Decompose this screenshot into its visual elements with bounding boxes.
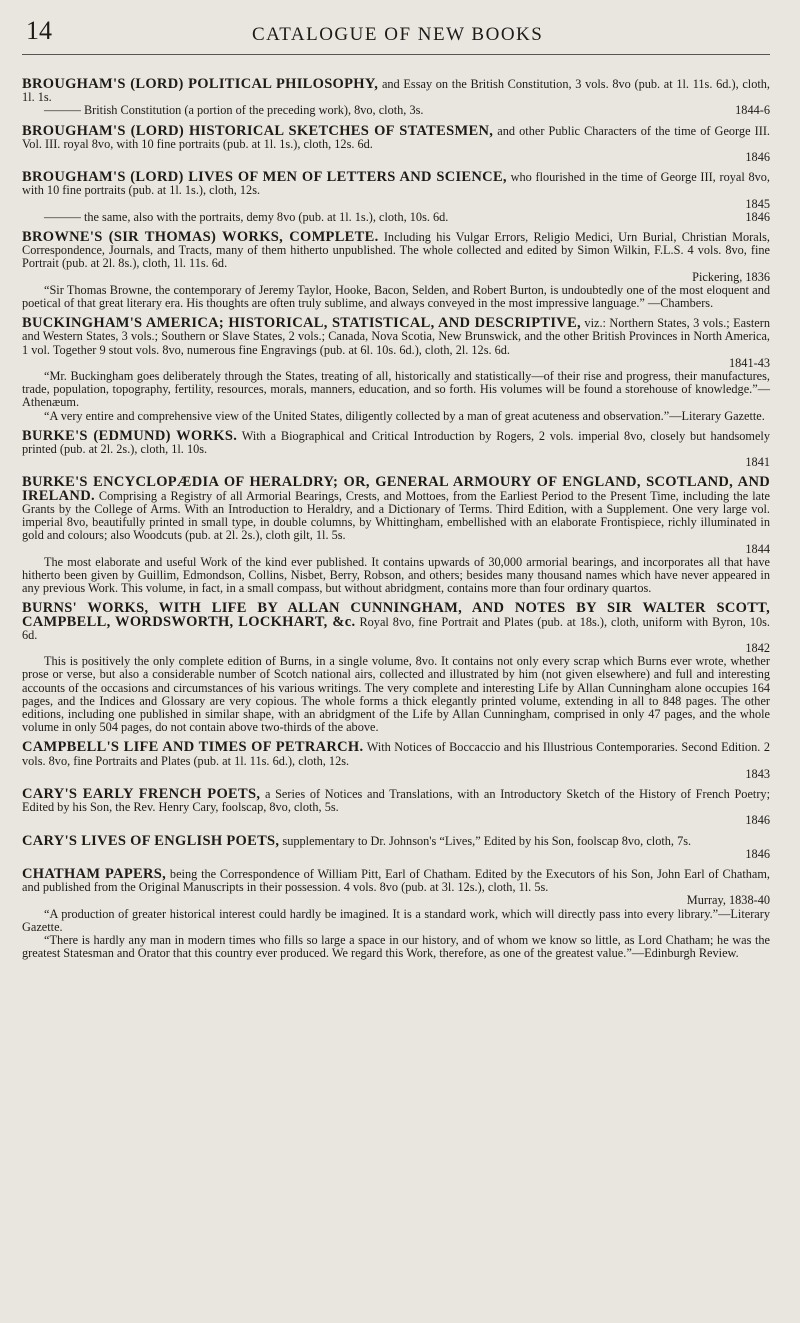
catalogue-entry bbox=[22, 476, 770, 595]
entry-subentry: ——— British Constitution (a portion of the preceding work), 8vo, cloth, 3s. bbox=[44, 103, 424, 118]
entry-description: a Series of Notices and Translations, with an Introductory Sketch of the History of French Poetry; Edited by his Son, the Rev. Henry Cary, foolscap, 8vo, cloth, 5s. bbox=[22, 786, 770, 815]
entry-description: supplementary to Dr. Johnson's “Lives,” Edited by his Son, foolscap 8vo, cloth, 7s. bbox=[282, 833, 692, 848]
entry-quote: The most elaborate and useful Work of the kind ever published. It contains upwards of 30,000 armorial bearings, and incorporates all that have hitherto been given by Guillim, Edmondson, Collins, Nisbet, Berry, Robson, and others; besides many thousand names which have never appeared in any previous Work. This volume, in fact, in a small compass, but without abridgment, contains more than four ordinary quartos. bbox=[22, 554, 770, 596]
entry-headword: CARY'S EARLY FRENCH POETS, bbox=[22, 785, 261, 802]
entry-quote: “There is hardly any man in modern times who fills so large a space in our history, and of whom we know so little, as Lord Chatham; he was the greatest Statesman and Orator that this country ever produced. We regard this Work, therefore, as one of the greatest value.”—Edinburgh Review. bbox=[22, 932, 770, 961]
entry-quote: “A production of greater historical interest could hardly be imagined. It is a standard work, which will directly pass into every library.”—Literary Gazette. bbox=[22, 906, 770, 934]
catalogue-entry bbox=[22, 785, 770, 828]
catalogue-entry bbox=[22, 427, 770, 470]
entry-quote: “A very entire and comprehensive view of the United States, diligently collected by a man of great acuteness and observation.”—Literary Gazette. bbox=[44, 408, 765, 423]
page-number: 14 bbox=[26, 16, 52, 45]
entry-description: With Notices of Boccaccio and his Illustrious Contemporaries. Second Edition. 2 vols. 8vo, fine Portraits and Plates (pub. at 1l. 11s. 6d.), cloth, 12s. bbox=[22, 740, 770, 768]
entry-headword: BURKE'S ENCYCLOPÆDIA OF HERALDRY; OR, GENERAL ARMOURY OF ENGLAND, SCOTLAND, AND IRELAND. bbox=[22, 474, 770, 504]
entry-description: viz.: Northern States, 3 vols.; Eastern and Western States, 3 vols.; Southern or Slave States, 2 vols.; Canada, Nova Scotia, New Brunswick, and the other British Provinces in North America, 1 vol. Together 9 stout vols. 8vo, numerous fine Engravings (pub. at 6l. 10s. 6d.), cloth, 2l. 12s. 6d. bbox=[22, 316, 771, 357]
entry-description: and other Public Characters of the time of George III. Vol. III. royal 8vo, with 10 fine portraits (pub. at 1l. 1s.), cloth, 12s. 6d. bbox=[22, 123, 770, 151]
running-title: CATALOGUE OF NEW BOOKS bbox=[252, 24, 544, 45]
entry-year: 1846 bbox=[745, 846, 770, 861]
entry-description: Comprising a Registry of all Armorial Bearings, Crests, and Mottoes, from the Earliest Period to the Present Time, including the late Grants by the College of Arms. With an Introduction to Heraldry, and a Dictionary of Terms. Third Edition, with a Supplement. One very large vol. imperial 8vo, beautifully printed in small type, in double columns, by Whittingham, embellished with an elaborate Frontispiece, richly illuminated in gold and colours; also Woodcuts (pub. at 2l. 2s.), cloth gilt, 1l. 5s. bbox=[22, 488, 770, 543]
entry-year: 1846 bbox=[745, 209, 770, 224]
catalogue-body bbox=[22, 78, 770, 960]
entry-description: Including his Vulgar Errors, Religio Medici, Urn Burial, Christian Morals, Correspondence, Journals, and Tracts, many of them hitherto unpublished. The whole collected and edited by Simon Wilkin, F.L.S. 4 vols. 8vo, fine Portrait (pub. at 2l. 8s.), cloth, 1l. 11s. 6d. bbox=[22, 230, 770, 271]
entry-headword: BROWNE'S (SIR THOMAS) WORKS, COMPLETE. bbox=[22, 229, 379, 246]
catalogue-entry bbox=[22, 602, 770, 734]
entry-description: who flourished in the time of George III, royal 8vo, with 10 fine portraits (pub. at 1l. 1s.), cloth, 12s. bbox=[22, 170, 770, 198]
entry-description: With a Biographical and Critical Introduction by Rogers, 2 vols. imperial 8vo, closely but handsomely printed (pub. at 2l. 2s.), cloth, 1l. 10s. bbox=[22, 428, 770, 457]
page-header bbox=[22, 10, 770, 50]
entry-headword: BURNS' WORKS, WITH LIFE BY ALLAN CUNNINGHAM, AND NOTES BY SIR WALTER SCOTT, CAMPBELL, WORDSWORTH, LOCKHART, &c. bbox=[22, 600, 770, 630]
catalogue-entry bbox=[22, 78, 770, 118]
entry-headword: CAMPBELL'S LIFE AND TIMES OF PETRARCH. bbox=[22, 739, 364, 756]
entry-year: 1845 bbox=[745, 196, 770, 211]
entry-quote: This is positively the only complete edition of Burns, in a single volume, 8vo. It contains not only every scrap which Burns ever wrote, whether prose or verse, but also a considerable number of Scotch national airs, collected and illustrated by him (not given elsewhere) and full and interesting accounts of the occasions and circumstances of his various writings. The very complete and interesting Life by Allan Cunningham alone occupies 164 pages, and the Indices and Glossary are very copious. The whole forms a thick elegantly printed volume, extending in all to 848 pages. The other editions, including one published in similar shape, with an abridgment of the Life by Allan Cunningham, comprised in only 47 pages, and the whole volume in only 504 pages, do not contain above two-thirds of the above. bbox=[22, 654, 770, 735]
entry-description: and Essay on the British Constitution, 3 vols. 8vo (pub. at 1l. 11s. 6d.), cloth, 1l. 1s. bbox=[22, 77, 770, 105]
entry-year: 1841 bbox=[745, 455, 770, 470]
entry-year: 1846 bbox=[745, 150, 770, 165]
catalogue-entry bbox=[22, 122, 770, 165]
catalogue-entry bbox=[22, 231, 770, 310]
entry-headword: BROUGHAM'S (LORD) POLITICAL PHILOSOPHY, bbox=[22, 76, 379, 92]
entry-year: 1846 bbox=[745, 813, 770, 828]
catalogue-entry bbox=[22, 741, 770, 781]
entry-year: Murray, 1838-40 bbox=[686, 893, 770, 908]
entry-year: 1844-6 bbox=[735, 103, 770, 118]
entry-year: Pickering, 1836 bbox=[692, 269, 770, 284]
entry-headword: BROUGHAM'S (LORD) LIVES OF MEN OF LETTERS AND SCIENCE, bbox=[22, 169, 507, 186]
catalogue-entry bbox=[22, 832, 770, 861]
entry-headword: BROUGHAM'S (LORD) HISTORICAL SKETCHES OF STATESMEN, bbox=[22, 122, 494, 139]
entry-headword: BURKE'S (EDMUND) WORKS. bbox=[22, 427, 238, 444]
entry-quote: “Mr. Buckingham goes deliberately through the States, treating of all, historically and statistically—of their rise and progress, their manufactures, trade, population, topography, fertility, resources, morals, manners, education, and so forth. His volumes will be found a storehouse of knowledge.”—Athenæum. bbox=[22, 369, 770, 410]
entry-description: being the Correspondence of William Pitt, Earl of Chatham. Edited by the Executors of his Son, John Earl of Chatham, and published from the Original Manuscripts in their possession. 4 vols. 8vo (pub. at 3l. 12s.), cloth, 1l. 5s. bbox=[22, 866, 770, 895]
catalogue-entry bbox=[22, 171, 770, 224]
entry-headword: CARY'S LIVES OF ENGLISH POETS, bbox=[22, 832, 280, 849]
entry-headword: CHATHAM PAPERS, bbox=[22, 865, 167, 882]
catalogue-entry bbox=[22, 317, 770, 423]
entry-description: Royal 8vo, fine Portrait and Plates (pub. at 18s.), cloth, uniform with Byron, 10s. 6d. bbox=[22, 614, 771, 642]
catalogue-entry bbox=[22, 865, 770, 961]
entry-headword: BUCKINGHAM'S AMERICA; HISTORICAL, STATISTICAL, AND DESCRIPTIVE, bbox=[22, 315, 581, 332]
entry-year: 1841-43 bbox=[729, 355, 770, 370]
entry-subentry: ——— the same, also with the portraits, demy 8vo (pub. at 1l. 1s.), cloth, 10s. 6d. bbox=[44, 209, 449, 224]
entry-year: 1843 bbox=[745, 766, 770, 781]
entry-year: 1842 bbox=[745, 640, 770, 655]
header-rule bbox=[22, 54, 770, 55]
entry-year: 1844 bbox=[745, 541, 770, 556]
entry-quote: “Sir Thomas Browne, the contemporary of Jeremy Taylor, Hooke, Bacon, Selden, and Robert Burton, is undoubtedly one of the most eloquent and poetical of that great literary era. His thoughts are often truly sublime, and always conveyed in the most impressive language.” —Chambers. bbox=[22, 282, 770, 311]
